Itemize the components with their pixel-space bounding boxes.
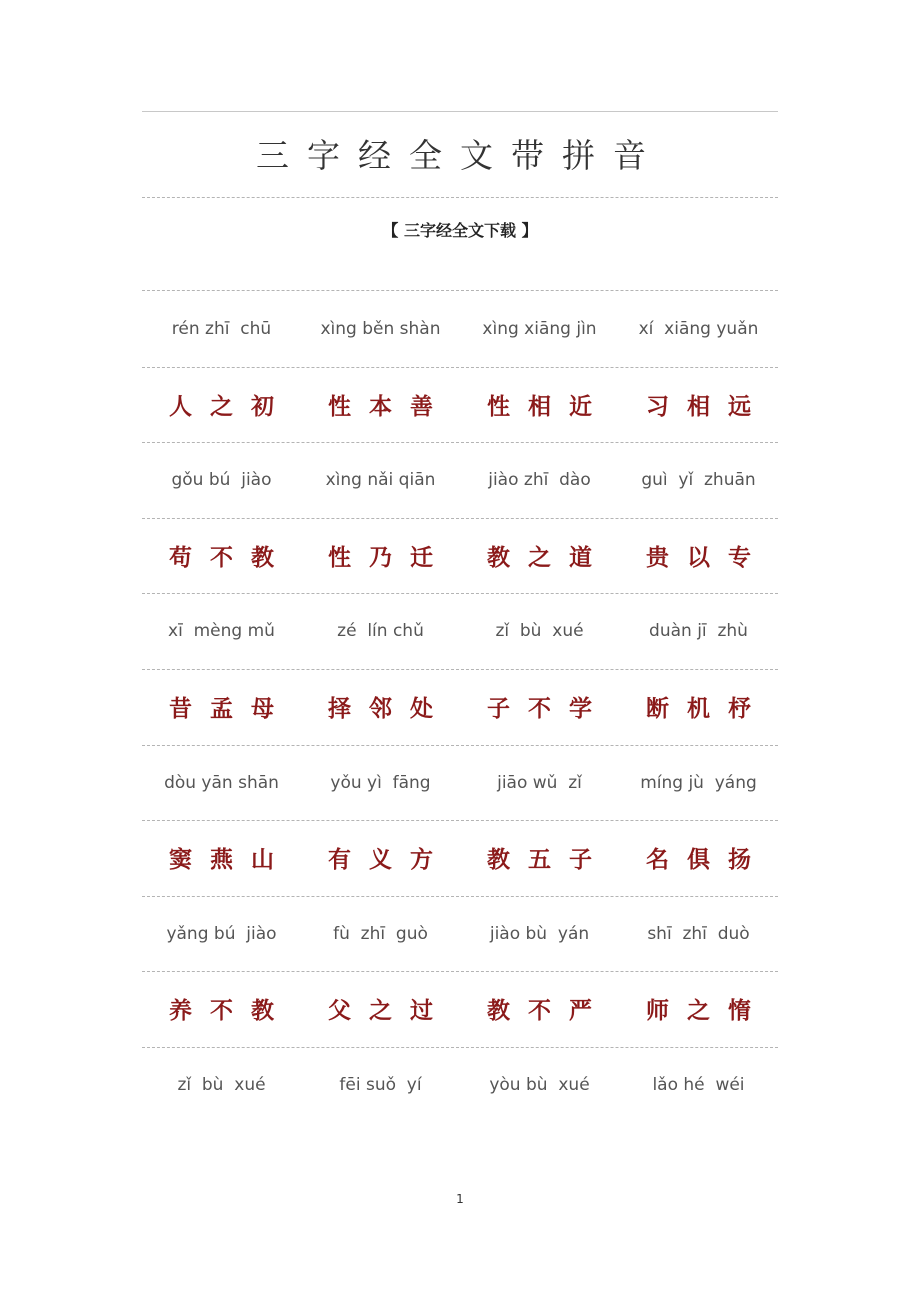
pinyin-cell <box>301 1047 460 1122</box>
pinyin-text: duàn jī zhù <box>649 620 748 641</box>
pinyin-row <box>142 442 778 517</box>
pinyin-text: rén zhī chū <box>171 318 272 339</box>
hanzi-cell <box>460 971 619 1046</box>
pinyin-text: xí xiāng yuǎn <box>638 318 759 339</box>
hanzi-cell <box>142 820 301 895</box>
hanzi-text: 苟不教 <box>169 545 292 571</box>
pinyin-text: lǎo hé wéi <box>652 1074 745 1095</box>
pinyin-cell <box>301 291 460 366</box>
pinyin-cell <box>619 593 778 668</box>
pinyin-row <box>142 593 778 668</box>
hanzi-row <box>142 971 778 1046</box>
pinyin-cell <box>460 442 619 517</box>
pinyin-cell <box>142 442 301 517</box>
hanzi-cell <box>460 820 619 895</box>
hanzi-text: 教不严 <box>487 998 610 1024</box>
page-title: 三字经全文带拼音 <box>256 136 664 175</box>
pinyin-text: jiāo wǔ zǐ <box>497 772 582 793</box>
hanzi-text: 父之过 <box>328 998 451 1024</box>
top-rule <box>142 111 778 112</box>
pinyin-text: shī zhī duò <box>647 923 750 944</box>
pinyin-cell <box>460 745 619 820</box>
hanzi-text: 择邻处 <box>328 696 451 722</box>
hanzi-row <box>142 518 778 593</box>
pinyin-text: yǒu yì fāng <box>330 772 431 793</box>
hanzi-cell <box>460 518 619 593</box>
pinyin-cell <box>301 745 460 820</box>
hanzi-text: 性相近 <box>487 394 610 420</box>
pinyin-text: zé lín chǔ <box>337 620 424 641</box>
pinyin-cell <box>142 745 301 820</box>
pinyin-text: guì yǐ zhuān <box>641 469 756 490</box>
hanzi-text: 断机杼 <box>646 696 769 722</box>
page-number: 1 <box>456 1192 464 1206</box>
hanzi-text: 名俱扬 <box>646 847 769 873</box>
pinyin-text: fēi suǒ yí <box>339 1074 422 1095</box>
pinyin-cell <box>619 896 778 971</box>
hanzi-cell <box>301 367 460 442</box>
hanzi-cell <box>460 669 619 744</box>
pinyin-text: xìng xiāng jìn <box>482 318 597 339</box>
hanzi-cell <box>619 367 778 442</box>
hanzi-text: 贵以专 <box>646 545 769 571</box>
pinyin-text: xìng běn shàn <box>320 318 441 339</box>
hanzi-cell <box>619 971 778 1046</box>
pinyin-text: gǒu bú jiào <box>171 469 272 490</box>
hanzi-row <box>142 367 778 442</box>
hanzi-text: 子不学 <box>487 696 610 722</box>
hanzi-text: 教之道 <box>487 545 610 571</box>
pinyin-cell <box>142 291 301 366</box>
pinyin-cell <box>301 442 460 517</box>
pinyin-cell <box>301 593 460 668</box>
hanzi-text: 养不教 <box>169 998 292 1024</box>
pinyin-cell <box>619 442 778 517</box>
pinyin-cell <box>619 1047 778 1122</box>
pinyin-cell <box>142 1047 301 1122</box>
hanzi-cell <box>142 669 301 744</box>
pinyin-text: xī mèng mǔ <box>168 620 275 641</box>
hanzi-cell <box>142 518 301 593</box>
subtitle-link[interactable]: 【 三字经全文下载 】 <box>382 221 538 240</box>
pinyin-cell <box>142 593 301 668</box>
pinyin-text: zǐ bù xué <box>177 1074 266 1095</box>
hanzi-cell <box>301 518 460 593</box>
pinyin-cell <box>619 291 778 366</box>
pinyin-text: jiào bù yán <box>489 923 590 944</box>
pinyin-row <box>142 745 778 820</box>
pinyin-cell <box>619 745 778 820</box>
pinyin-cell <box>460 1047 619 1122</box>
hanzi-text: 昔孟母 <box>169 696 292 722</box>
hanzi-text: 有义方 <box>328 847 451 873</box>
pinyin-text: fù zhī guò <box>333 923 428 944</box>
hanzi-cell <box>301 971 460 1046</box>
pinyin-row <box>142 291 778 366</box>
pinyin-cell <box>301 896 460 971</box>
hanzi-text: 性乃迁 <box>328 545 451 571</box>
pinyin-text: yǎng bú jiào <box>166 923 277 944</box>
pinyin-cell <box>460 291 619 366</box>
hanzi-cell <box>142 971 301 1046</box>
pinyin-cell <box>142 896 301 971</box>
pinyin-row <box>142 896 778 971</box>
hanzi-cell <box>460 367 619 442</box>
hanzi-row <box>142 669 778 744</box>
pinyin-text: míng jù yáng <box>640 772 757 793</box>
hanzi-row <box>142 820 778 895</box>
hanzi-text: 人之初 <box>169 394 292 420</box>
title-divider <box>142 197 778 198</box>
pinyin-cell <box>460 593 619 668</box>
hanzi-cell <box>142 367 301 442</box>
pinyin-text: jiào zhī dào <box>488 469 591 490</box>
hanzi-cell <box>619 820 778 895</box>
hanzi-text: 教五子 <box>487 847 610 873</box>
hanzi-text: 习相远 <box>646 394 769 420</box>
pinyin-text: zǐ bù xué <box>495 620 584 641</box>
hanzi-cell <box>619 518 778 593</box>
hanzi-text: 性本善 <box>328 394 451 420</box>
pinyin-text: xìng nǎi qiān <box>325 469 436 490</box>
hanzi-cell <box>301 820 460 895</box>
pinyin-text: yòu bù xué <box>489 1074 590 1095</box>
hanzi-text: 师之惰 <box>646 998 769 1024</box>
hanzi-cell <box>301 669 460 744</box>
pinyin-text: dòu yān shān <box>164 772 279 793</box>
pinyin-row <box>142 1047 778 1122</box>
hanzi-text: 窦燕山 <box>169 847 292 873</box>
hanzi-cell <box>619 669 778 744</box>
pinyin-cell <box>460 896 619 971</box>
